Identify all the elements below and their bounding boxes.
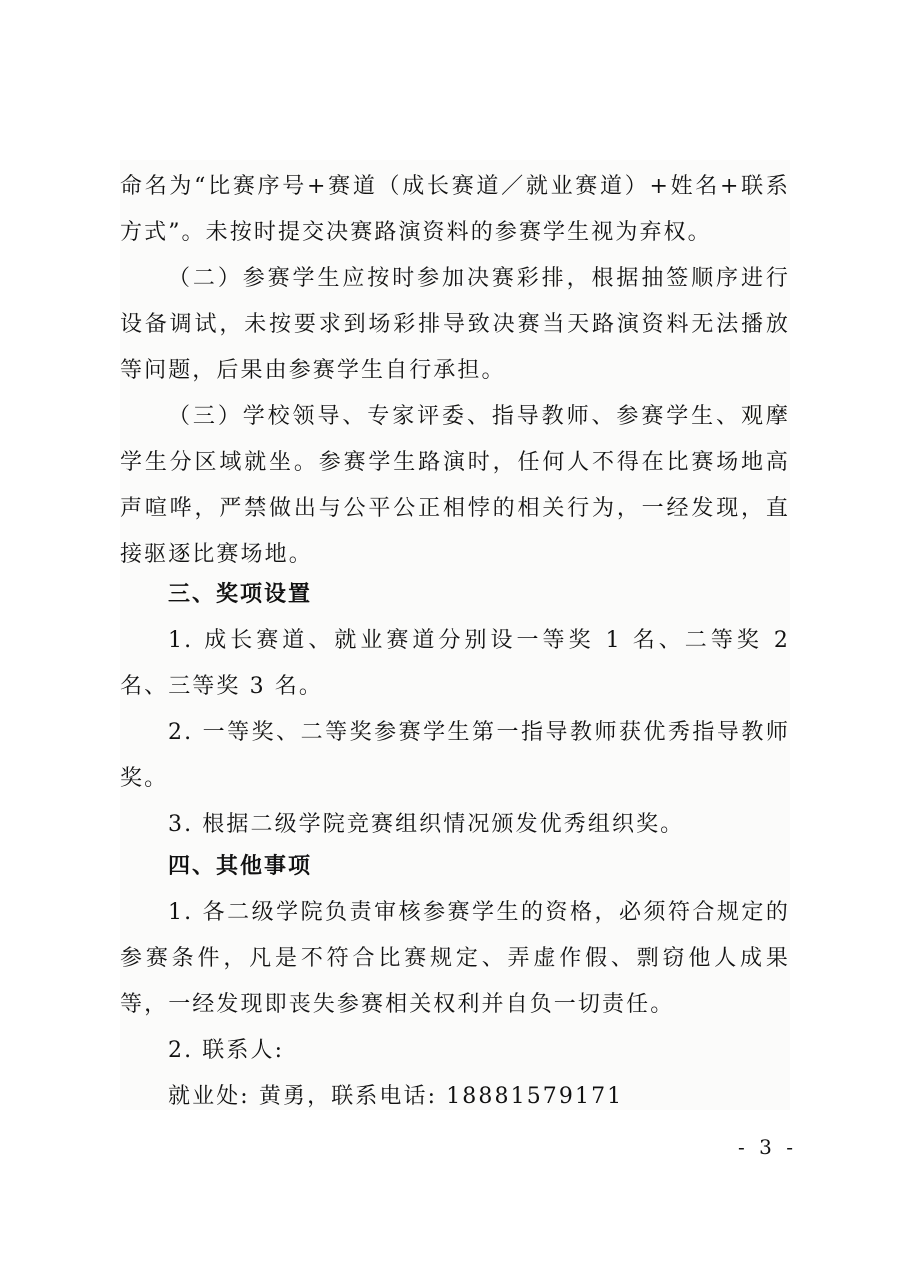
paragraph-award-3: 3. 根据二级学院竞赛组织情况颁发优秀组织奖。 bbox=[168, 812, 685, 837]
paragraph-rehearsal: （二）参赛学生应按时参加决赛彩排，根据抽签顺序进行设备调试，未按要求到场彩排导致决赛当天路演资料无法播放等问题，后果由参赛学生自行承担。 bbox=[120, 266, 790, 383]
section-heading-other: 四、其他事项 bbox=[168, 854, 313, 879]
paragraph-qualification: 1. 各二级学院负责审核参赛学生的资格，必须符合规定的参赛条件，凡是不符合比赛规定、弄虚作假、剽窃他人成果等，一经发现即丧失参赛相关权利并自负一切责任。 bbox=[120, 900, 790, 1017]
paragraph-seating: （三）学校领导、专家评委、指导教师、参赛学生、观摩学生分区域就坐。参赛学生路演时，任何人不得在比赛场地高声喧哗，严禁做出与公平公正相悖的相关行为，一经发现，直接驱逐比赛场地。 bbox=[120, 404, 790, 567]
paragraph-contact-label: 2. 联系人: bbox=[168, 1038, 285, 1063]
paragraph-award-2: 2. 一等奖、二等奖参赛学生第一指导教师获优秀指导教师奖。 bbox=[120, 720, 790, 791]
paragraph-contact-info: 就业处: 黄勇，联系电话: 18881579171 bbox=[168, 1084, 624, 1109]
page-number: - 3 - bbox=[738, 1135, 797, 1159]
paragraph-naming-rule: 命名为“比赛序号+赛道（成长赛道／就业赛道）+姓名+联系方式”。未按时提交决赛路演资料的参赛学生视为弃权。 bbox=[120, 174, 790, 245]
paragraph-award-1: 1. 成长赛道、就业赛道分别设一等奖 1 名、二等奖 2 名、三等奖 3 名。 bbox=[120, 628, 790, 699]
document-body bbox=[120, 160, 790, 1110]
section-heading-awards: 三、奖项设置 bbox=[168, 582, 313, 607]
